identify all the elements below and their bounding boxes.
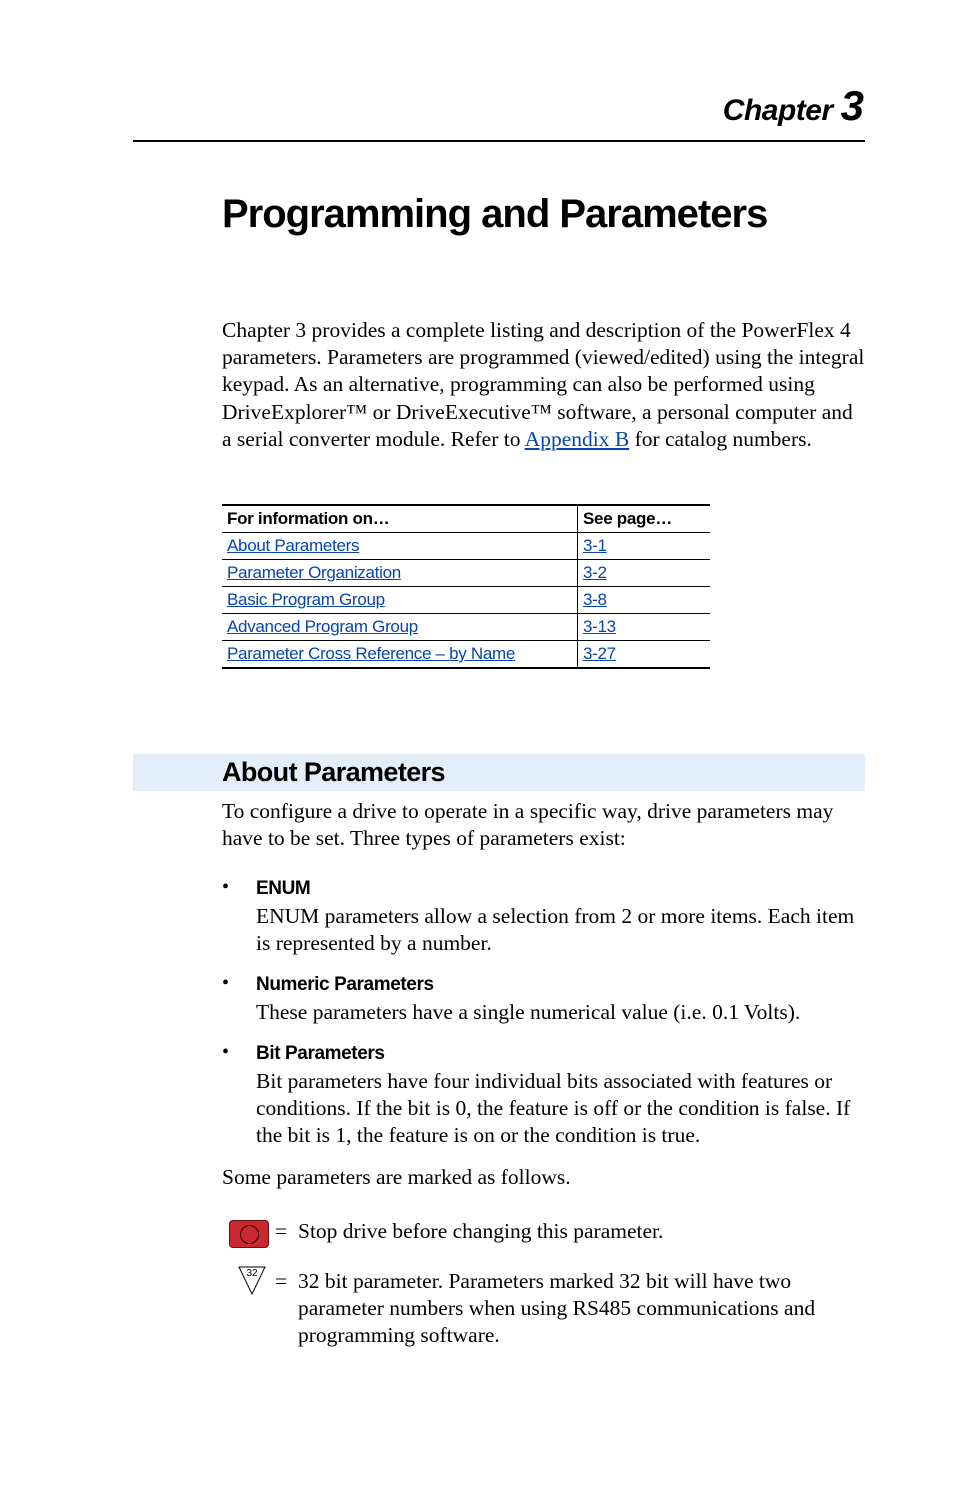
table-row	[222, 641, 710, 669]
table-header-row	[222, 505, 710, 533]
chapter-divider	[133, 140, 865, 142]
toc-page-link[interactable]: 3-8	[583, 590, 607, 609]
table-row	[222, 587, 710, 614]
section-heading: About Parameters	[222, 757, 445, 787]
toc-page-link[interactable]: 3-1	[583, 536, 607, 555]
intro-text-after-link: for catalog numbers.	[629, 426, 812, 451]
about-intro-paragraph: To configure a drive to operate in a specific way, drive parameters may have to be set. Three types of parameters exist:	[222, 799, 834, 851]
intro-text-before-link: Chapter 3 provides a complete listing and description of the PowerFlex 4 parameters. Parameters are programmed (viewed/edited) using the integral keypad. As an alternative, programming can also be performed using DriveExplorer™ or DriveExecutive™ software, a personal computer and a serial converter module. Refer to	[222, 318, 865, 451]
intro-paragraph	[222, 317, 867, 453]
stop-drive-icon	[229, 1220, 269, 1248]
table-row	[222, 614, 710, 641]
bullet-text-enum: ENUM parameters allow a selection from 2 or more items. Each item is represented by a number.	[256, 904, 855, 956]
bullet-title-numeric: Numeric Parameters	[256, 974, 434, 995]
bullet-title-enum: ENUM	[256, 878, 311, 899]
equals-sign: =	[275, 1269, 288, 1293]
toc-link-parameter-cross-reference[interactable]: Parameter Cross Reference – by Name	[227, 644, 516, 663]
appendix-b-link[interactable]: Appendix B	[524, 426, 630, 451]
legend-text-32-bit: 32 bit parameter. Parameters marked 32 bit will have two parameter numbers when using RS485 communications and programming software.	[298, 1269, 816, 1348]
chapter-word: Chapter	[722, 94, 833, 127]
32-bit-icon	[238, 1266, 266, 1296]
column-header-topic: For information on…	[222, 505, 578, 533]
toc-link-parameter-organization[interactable]: Parameter Organization	[227, 563, 401, 582]
column-header-page: See page…	[578, 505, 711, 533]
bullet-marker: •	[222, 972, 230, 994]
table-row	[222, 533, 710, 560]
chapter-number: 3	[840, 82, 864, 129]
bullet-marker: •	[222, 1041, 230, 1063]
page-title: Programming and Parameters	[222, 192, 768, 236]
equals-sign: =	[275, 1219, 288, 1243]
toc-page-link[interactable]: 3-27	[583, 644, 616, 663]
legend-text-stop-drive: Stop drive before changing this parameter.	[298, 1219, 664, 1243]
bullet-text-bit: Bit parameters have four individual bits associated with features or conditions. If the bit is 0, the feature is off or the condition is false. If the bit is 1, the feature is on or the condition is true.	[256, 1069, 851, 1148]
toc-link-advanced-program-group[interactable]: Advanced Program Group	[227, 617, 418, 636]
toc-page-link[interactable]: 3-13	[583, 617, 616, 636]
32-bit-icon-label: 32	[246, 1268, 258, 1279]
toc-page-link[interactable]: 3-2	[583, 563, 607, 582]
toc-link-basic-program-group[interactable]: Basic Program Group	[227, 590, 385, 609]
chapter-heading	[723, 82, 864, 130]
bullet-text-numeric: These parameters have a single numerical value (i.e. 0.1 Volts).	[256, 1000, 801, 1024]
bullet-marker: •	[222, 876, 230, 898]
toc-link-about-parameters[interactable]: About Parameters	[227, 536, 360, 555]
contents-table	[222, 504, 710, 669]
bullet-title-bit: Bit Parameters	[256, 1043, 385, 1064]
table-row	[222, 560, 710, 587]
marks-intro-paragraph: Some parameters are marked as follows.	[222, 1165, 571, 1189]
